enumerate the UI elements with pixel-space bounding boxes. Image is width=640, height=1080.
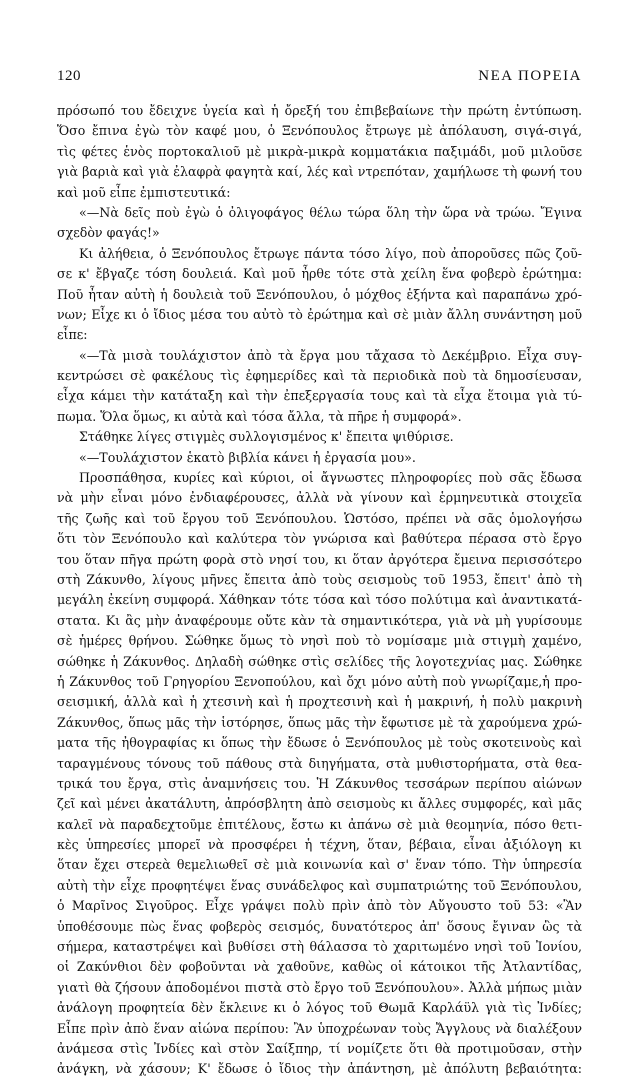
text-line: νων; Εἶχε κι ὁ ἴδιος μέσα του αὐτὸ τὸ ἐρώτημα καὶ σὲ μιὰν ἄλλη συνάντηση μοῦ (57, 306, 582, 322)
text-line: σώθηκε ἡ Ζάκυνθος. Δηλαδὴ σώθηκε στὶς σελίδες τῆς λογοτεχνίας μας. Σώθηκε (57, 653, 582, 669)
running-title: ΝΕΑ ΠΟΡΕΙΑ (478, 68, 582, 84)
text-line: «—Τουλάχιστον ἑκατὸ βιβλία κάνει ἡ ἐργασία μου». (79, 449, 416, 465)
text-line: κεντρώσει σὲ φακέλους τὶς ἐφημερίδες καὶ τὰ περιοδικὰ ποὺ τὰ δημοσίευσαν, (57, 368, 582, 384)
text-line: Εἶπε πρὶν ἀπὸ ἕναν αἰώνα περίπου: Ἂν ὑποχρέωναν τοὺς Ἄγγλους νὰ διαλέξουν (57, 1020, 582, 1036)
text-line: ἀνάμεσα στὶς Ἰνδίες καὶ στὸν Σαίξπηρ, τί νομίζετε ὅτι θὰ προτιμοῦσαν, στὴν (57, 1040, 582, 1056)
text-line: ταραγμένους τόνους τοῦ πάθους στὰ διηγήματα, στὰ μυθιστορήματα, στὰ θεα- (57, 755, 582, 771)
page-number: 120 (57, 68, 81, 84)
text-line: ἀνάλογη προφητεία δὲν ἔκλεινε κι ὁ λόγος τοῦ Θωμᾶ Καρλάϋλ γιὰ τὶς Ἰνδίες; (57, 1000, 582, 1016)
text-line: νὰ μὴν εἶναι μόνο ἐνδιαφέρουσες, ἀλλὰ νὰ γίνουν καὶ ἑρμηνευτικὰ στοιχεῖα (57, 490, 582, 506)
text-line: καλεῖ νὰ παραδεχτοῦμε ἐπιτέλους, ἔστω κι ἀπάνω σὲ μιὰ θεομηνία, πόσο θετι- (57, 816, 582, 832)
text-line: τρικά του ἔργα, στὶς ἀναμνήσεις του. Ἡ Ζάκυνθος τεσσάρων περίπου αἰώνων (57, 775, 582, 791)
text-line: ἡ Ζάκυνθος τοῦ Γρηγορίου Ξενοπούλου, καὶ ὄχι μόνο αὐτὴ ποὺ γνωρίζαμε,ἡ προ- (57, 673, 582, 689)
text-line: στὴ Ζάκυνθο, λίγους μῆνες ἔπειτα ἀπὸ τοὺς σεισμοὺς τοῦ 1953, ἔπειτ' ἀπὸ τὴ (57, 571, 582, 587)
text-line: Στάθηκε λίγες στιγμὲς συλλογισμένος κ' ἔπειτα ψιθύρισε. (79, 429, 454, 445)
text-line: ὑποθέσουμε πὼς ἕνας φοβερὸς σεισμός, δυνατότερος ἀπ' ὅσους ἔγιναν ὣς τὰ (57, 918, 582, 934)
text-line: Κι ἀλήθεια, ὁ Ξενόπουλος ἔτρωγε πάντα τόσο λίγο, ποὺ ἀποροῦσες πῶς ζοῦ- (79, 245, 582, 261)
text-line: σε κ' ἔβγαζε τόση δουλειά. Καὶ μοῦ ἦρθε τότε στὰ χείλη ἕνα φοβερὸ ἐρώτημα: (57, 266, 582, 282)
text-line: Ποῦ ἦταν αὐτὴ ἡ δουλειὰ τοῦ Ξενόπουλου, ὁ μόχθος ἑξήντα καὶ παραπάνω χρό- (57, 286, 582, 302)
text-line: πρόσωπό του ἔδειχνε ὑγεία καὶ ἡ ὄρεξή του ἐπιβεβαίωνε τὴν πρώτη ἐντύπωση. (57, 103, 582, 118)
text-line: εἶπε: (57, 327, 88, 343)
text-line: ματα τῆς ἠθογραφίας κι ὅπως τὴν ἔδωσε ὁ Ξενόπουλος μὲ τοὺς σκοτεινοὺς καὶ (57, 735, 582, 751)
text-line: σὲ ἡμέρες θρήνου. Σώθηκε ὅμως τὸ νησὶ ποὺ τὸ νομίσαμε μιὰ στιγμὴ χαμένο, (57, 633, 582, 649)
text-line: «—Τὰ μισὰ τουλάχιστον ἀπὸ τὰ ἔργα μου τἄχασα τὸ Δεκέμβριο. Εἶχα συγ- (79, 347, 582, 363)
text-line: ὅταν ἔχει στερεὰ θεμελιωθεῖ σὲ μιὰ κοινωνία καὶ σ' ἕναν τόπο. Τὴν ὑπηρεσία (57, 857, 582, 873)
text-line: «—Νὰ δεῖς ποὺ ἐγὼ ὁ ὀλιγοφάγος θέλω τώρα ὅλη τὴν ὥρα νὰ τρώω. Ἔγινα (79, 204, 582, 220)
text-line: ὁ Μαρῖνος Σιγοῦρος. Εἶχε γράψει πολὺ πρὶν ἀπὸ τὸν Αὔγουστο τοῦ 53: «Ἂν (57, 898, 582, 914)
body-text (57, 101, 582, 1080)
text-line: τὶς φέτες ἑνὸς πορτοκαλιοῦ μὲ μικρὰ-μικρὰ κομματάκια παξιμάδι, μοῦ μιλοῦσε (57, 143, 582, 159)
text-line: μεγάλη ἐκείνη συμφορά. Χάθηκαν τότε τόσα καὶ τόσο πολύτιμα καὶ ἀναντικατά- (57, 592, 582, 608)
text-line: τῆς ζωῆς καὶ τοῦ ἔργου τοῦ Ξενόπουλου. Ὡστόσο, πρέπει νὰ σᾶς ὁμολογήσω (57, 510, 582, 526)
text-line: Προσπάθησα, κυρίες καὶ κύριοι, οἱ ἄγνωστες πληροφορίες ποὺ σᾶς ἔδωσα (79, 470, 582, 486)
text-line: του ὅταν πῆγα πρώτη φορὰ στὸ νησί του, κι ὅταν ἀργότερα ἔμεινα περισσότερο (57, 551, 582, 567)
text-line: σεισμική, ἀλλὰ καὶ ἡ χτεσινὴ καὶ ἡ προχτεσινὴ καὶ ἡ μακρινή, ἡ πολὺ μακρινὴ (57, 694, 582, 710)
text-line: ἀνάγκη, νὰ χάσουν; Κ' ἔδωσε ὁ ἴδιος τὴν ἀπάντηση, μὲ ἀπόλυτη βεβαιότητα: (57, 1061, 582, 1077)
text-line: αὐτὴ τὴν εἶχε προφητέψει ἕνας συνάδελφος καὶ συμπατριώτης τοῦ Ξενόπουλου, (57, 877, 582, 893)
text-line: γιατὶ θὰ ζήσουν ἀποδομένοι πιστὰ στὸ ἔργο τοῦ Ξενόπουλου». Ἀλλὰ μήπως μιὰν (57, 979, 582, 995)
text-line: ζεῖ καὶ μένει ἀκατάλυτη, ἀπρόσβλητη ἀπὸ σεισμοὺς κι ἄλλες συμφορές, καὶ μᾶς (57, 796, 582, 812)
text-line: σχεδὸν φαγάς!» (57, 225, 160, 241)
text-line: καὶ μοῦ εἶπε ἐμπιστευτικά: (57, 184, 231, 200)
page-header (57, 68, 582, 88)
text-line: Ζάκυνθος, ὅπως μᾶς τὴν ἱστόρησε, ὅπως μᾶς τὴν ἔφωτισε μὲ τὰ χαρούμενα χρώ- (57, 714, 582, 730)
text-line: σήμερα, καταστρέψει καὶ βυθίσει στὴ θάλασσα τὸ χαριτωμένο νησὶ τοῦ Ἰονίου, (57, 939, 582, 955)
text-line: Ὅσο ἔπινα ἐγὼ τὸν καφέ μου, ὁ Ξενόπουλος ἔτρωγε μὲ ἀπόλαυση, σιγά-σιγά, (57, 123, 582, 139)
text-line: οἱ Ζακύνθιοι δὲν φοβοῦνται νὰ χαθοῦνε, καθὼς οἱ κάτοικοι τῆς Ἀτλαντίδας, (57, 959, 582, 975)
text-line: κὲς ὑπηρεσίες μπορεῖ νὰ προσφέρει ἡ τέχνη, ὅταν, βέβαια, εἶναι ἀξιόλογη κι (57, 837, 582, 853)
text-line: ὅτι τὸν Ξενόπουλο καὶ καλύτερα τὸν γνώρισα καὶ βαθύτερα πέρασα στὸ ἔργο (57, 531, 582, 547)
text-line: εἶχα κάμει τὴν κατάταξη καὶ τὴν ἐπεξεργασία τους καὶ τὰ εἶχα ἕτοιμα γιὰ τύ- (57, 388, 582, 404)
text-line: γιὰ βαριὰ καὶ γιὰ ἐλαφρὰ φαγητὰ καί, λές καὶ ντρεπόταν, χαμήλωσε τὴ φωνή του (57, 164, 582, 180)
text-line: πωμα. Ὅλα ὅμως, κι αὐτὰ καὶ τόσα ἄλλα, τὰ πῆρε ἡ συμφορά». (57, 408, 462, 424)
text-line: στατα. Κι ἂς μὴν ἀναφέρουμε οὔτε κὰν τὰ σημαντικότερα, γιὰ νὰ μὴ γυρίσουμε (57, 612, 582, 628)
